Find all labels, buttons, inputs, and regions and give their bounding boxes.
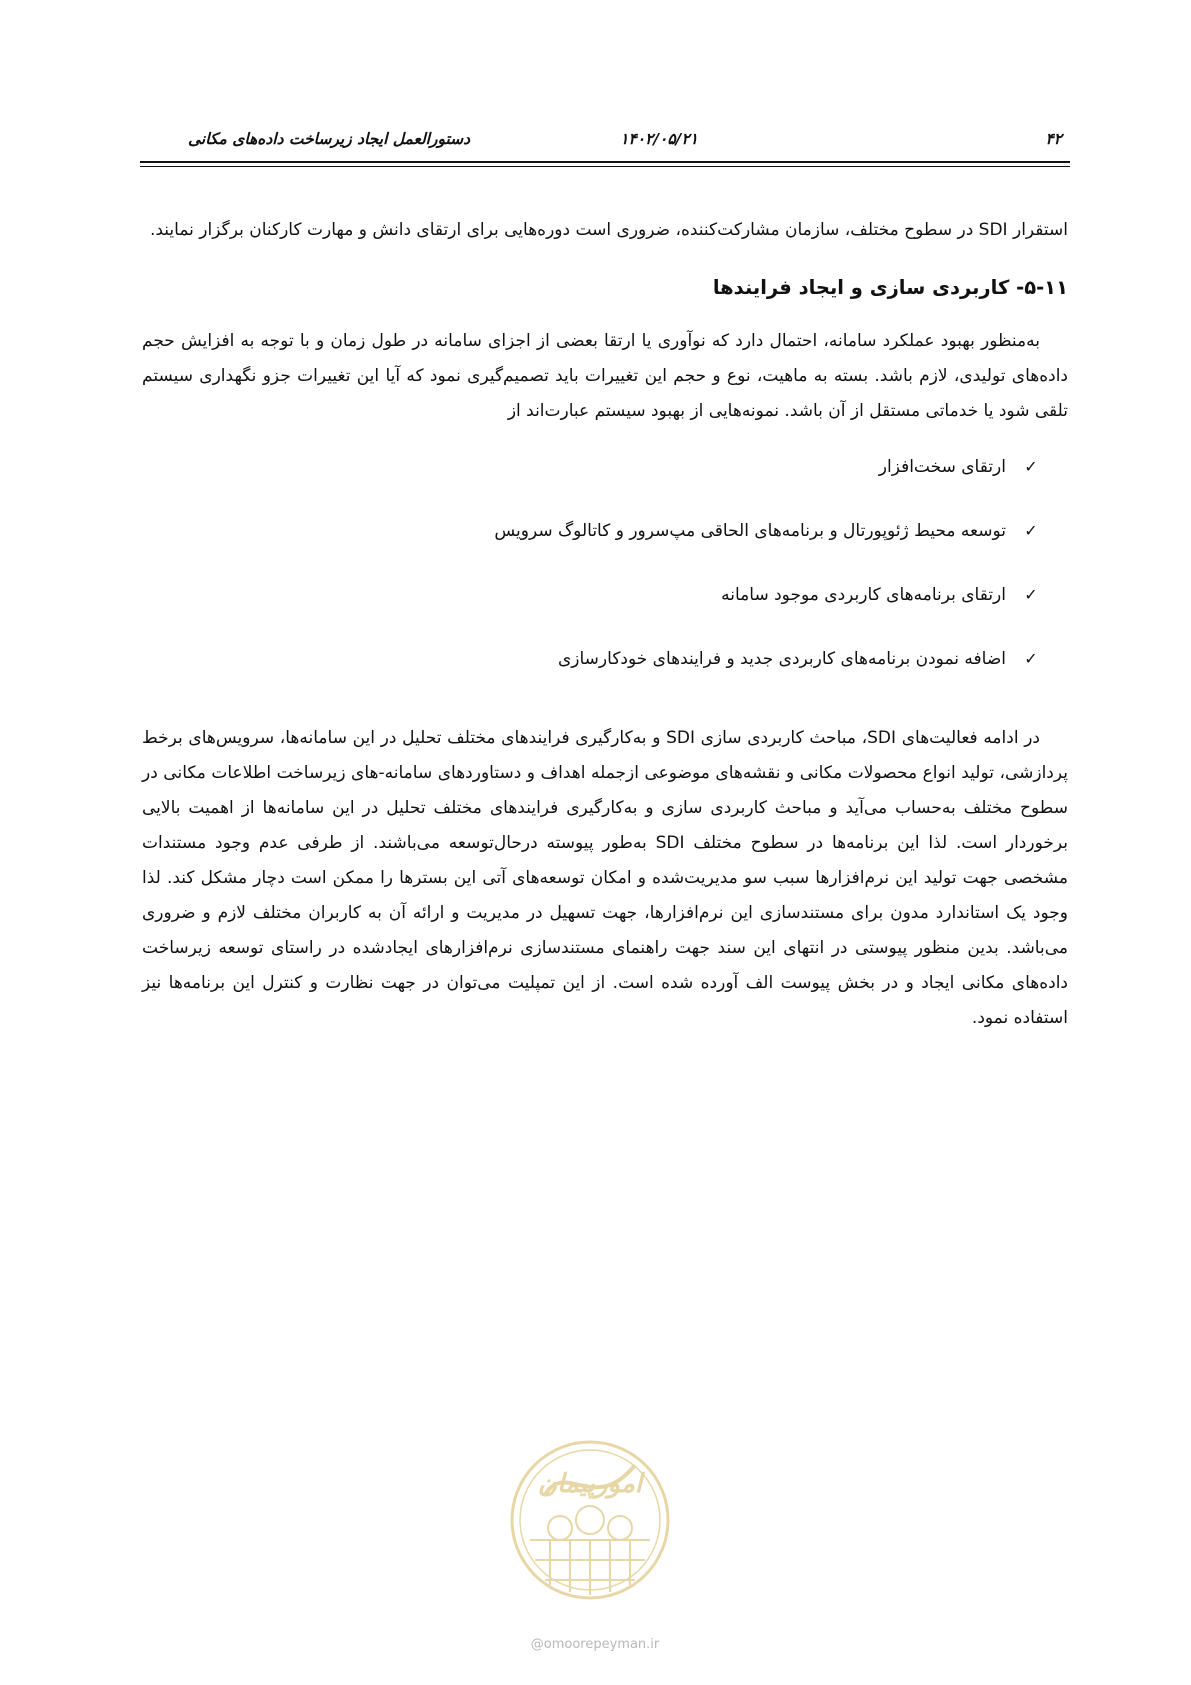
page-body [142,213,1068,1036]
intro-paragraph: استقرار SDI در سطوح مختلف، سازمان مشارکت‌کننده، ضروری است دوره‌هایی برای ارتقای دانش و مهارت کارکنان برگزار نمایند. [149,220,1068,240]
checkmark-icon: ✓ [1024,457,1038,476]
list-item [142,513,1042,577]
list-item-text: اضافه نمودن برنامه‌های کاربردی جدید و فرایندهای خودکارسازی [557,649,1006,669]
list-item [142,449,1042,513]
page-number: ۴۲ [1045,130,1062,148]
header-rule-thin [140,166,1070,167]
paragraph-improvement: به‌منظور بهبود عملکرد سامانه، احتمال دارد که نوآوری یا ارتقا بعضی از اجزای سامانه در طول زمان و با توجه به افزایش حجم داده‌های تولیدی، لازم باشد. بسته به ماهیت، نوع و حجم این تغییرات باید تصمیم‌گیری نمود که آیا این تغییرات جزو نگهداری سیستم تلقی شود یا خدماتی مستقل از آن باشد. نمونه‌هایی از بهبود سیستم عبارت‌اند از [142,331,1068,421]
checkmark-icon: ✓ [1024,521,1038,540]
checkmark-icon: ✓ [1024,585,1038,604]
improvement-list [142,449,1068,705]
document-title: دستورالعمل ایجاد زیرساخت داده‌های مکانی [188,130,471,148]
header-date: ۱۴۰۲/۰۵/۲۱ [620,130,698,148]
seal-logo-icon [505,1420,675,1620]
list-item-text: توسعه محیط ژئوپورتال و برنامه‌های الحاقی مپ‌سرور و کاتالوگ سرویس [494,521,1006,541]
list-item-text: ارتقای برنامه‌های کاربردی موجود سامانه [721,585,1006,605]
section-heading: ۵-۱۱- کاربردی سازی و ایجاد فرایندها [712,276,1068,299]
paragraph-applications: در ادامه فعالیت‌های SDI، مباحث کاربردی سازی SDI و به‌کارگیری فرایندهای مختلف تحلیل در این سامانه‌ها، سرویس‌های برخط پردازشی، تولید انواع محصولات مکانی و نقشه‌های موضوعی ازجمله اهداف و دستاوردهای سامانه-های زیرساخت اطلاعات مکانی در سطوح مختلف به‌حساب می‌آید و مباحث کاربردی سازی و به‌کارگیری فرایندهای مختلف تحلیل در این سامانه‌ها از اهمیت بالایی برخوردار است. لذا این برنامه‌ها در سطوح مختلف SDI به‌طور پیوسته درحال‌توسعه می‌باشند. از طرفی عدم وجود مستندات مشخصی جهت تولید این نرم‌افزارها سبب سو مدیریت‌شده و امکان توسعه‌های آتی این بسترها را ممکن است دچار مشکل کند. لذا وجود یک استاندارد مدون برای مستندسازی این نرم‌افزارها، جهت تسهیل در مدیریت و ارائه آن به کاربران مختلف لازم و ضروری می‌باشد. بدین منظور پیوستی در انتهای این سند جهت راهنمای مستندسازی نرم‌افزارهای ایجادشده در راستای توسعه زیرساخت داده‌های مکانی ایجاد و در بخش پیوست الف آورده شده است. از این تمپلیت می‌توان در جهت نظارت و کنترل این برنامه‌ها نیز استفاده نمود. [142,728,1068,1028]
checkmark-icon: ✓ [1024,649,1038,668]
header-rule-thick [140,161,1070,163]
page-header [140,128,1070,162]
seal-logo-text: امورپیمان [537,1469,643,1499]
watermark-text: @omoorepeyman.ir [530,1637,660,1652]
list-item [142,577,1042,641]
list-item [142,641,1042,705]
list-item-text: ارتقای سخت‌افزار [878,457,1006,477]
